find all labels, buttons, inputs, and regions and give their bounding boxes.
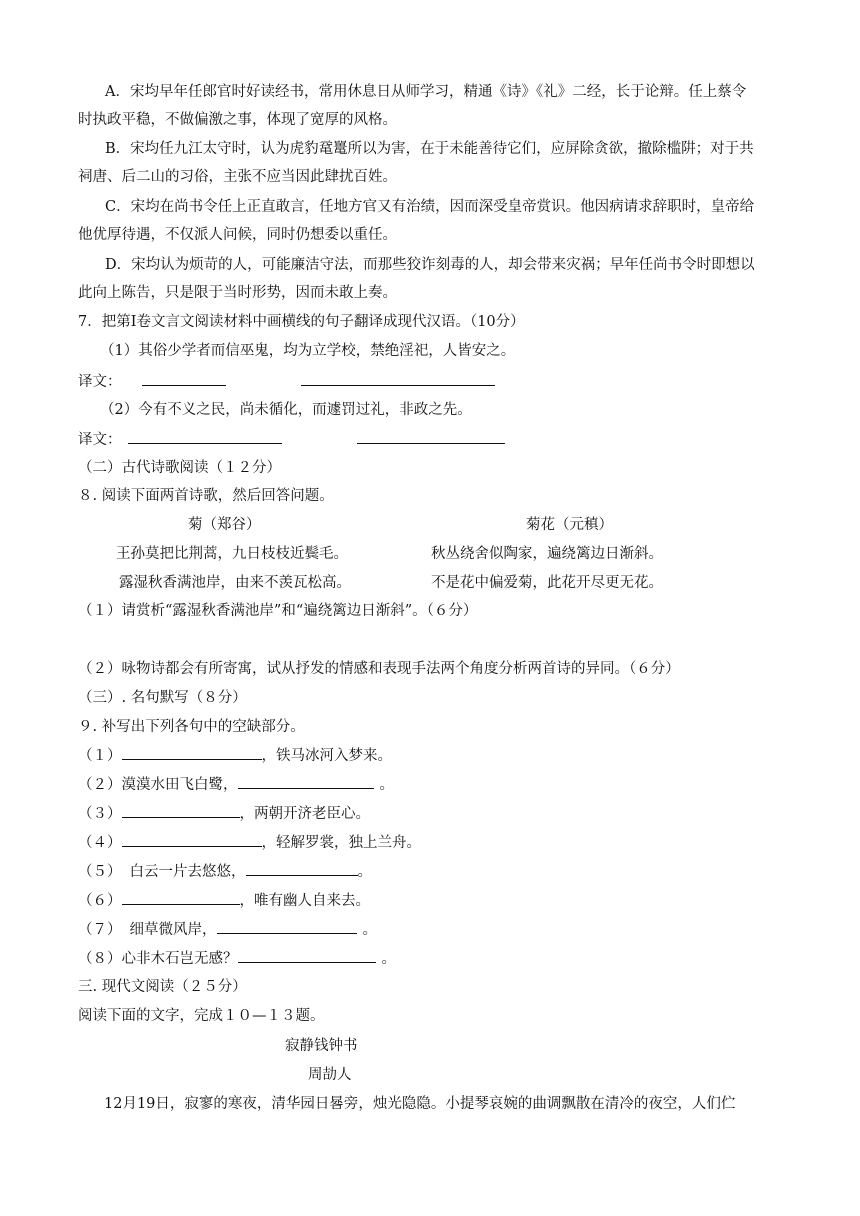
- answer-blank[interactable]: [142, 371, 226, 386]
- article-author: 周劼人: [308, 1067, 352, 1083]
- fill-blank[interactable]: [122, 832, 262, 847]
- option-b-line2: 祠唐、后二山的习俗，主张不应当因此肆扰百姓。: [78, 169, 397, 185]
- answer-row-1: [78, 371, 495, 392]
- poem-1-title: 菊（郑谷）: [188, 517, 261, 533]
- question-7-sentence-2: （2）今有不义之民，尚未循化，而遽罚过礼，非政之先。: [100, 402, 472, 418]
- item-text: 。: [381, 951, 396, 967]
- item-number: （７）: [78, 922, 122, 938]
- option-d-line1: D．宋均认为烦苛的人，可能廉洁守法，而那些狡诈刻毒的人，却会带来灾祸；早年任尚书令时即想以: [105, 257, 755, 273]
- item-text: ，唯有幽人自来去。: [239, 893, 370, 909]
- item-text: 。: [357, 864, 372, 880]
- answer-label: 译文：: [78, 432, 122, 448]
- poem-2-line-1: 秋丛绕舍似陶家，遍绕篱边日渐斜。: [431, 546, 663, 562]
- question-8-part-2: （２）咏物诗都会有所寄寓，试从抒发的情感和表现手法两个角度分析两首诗的异同。（６分）: [78, 661, 680, 677]
- item-text: 白云一片去悠悠，: [129, 864, 246, 880]
- fill-blank[interactable]: [122, 890, 240, 905]
- item-number: （５）: [78, 864, 122, 880]
- section-heading: （三）. 名句默写（８分）: [78, 690, 247, 706]
- fill-item: [78, 890, 370, 911]
- article-first-line: 12月19日，寂寥的寒夜，清华园日晷旁，烛光隐隐。小提琴哀婉的曲调飘散在清冷的夜空，人们伫: [104, 1096, 736, 1112]
- answer-blank[interactable]: [357, 429, 505, 444]
- fill-blank[interactable]: [238, 948, 376, 963]
- article-title: 寂静钱钟书: [285, 1038, 358, 1054]
- item-text: ，两朝开济老臣心。: [239, 806, 370, 822]
- item-number: （１）: [78, 748, 122, 764]
- fill-item: [78, 803, 370, 824]
- fill-blank[interactable]: [238, 774, 374, 789]
- fill-blank[interactable]: [122, 803, 240, 818]
- fill-item: [78, 861, 372, 882]
- item-text: 漠漠水田飞白鹭，: [121, 777, 238, 793]
- item-text: 心非木石岂无感？: [121, 951, 238, 967]
- answer-blank[interactable]: [301, 371, 495, 386]
- item-text: 。: [379, 777, 394, 793]
- poem-2-line-2: 不是花中偏爱菊，此花开尽更无花。: [431, 575, 663, 591]
- fill-item: [78, 774, 394, 795]
- fill-blank[interactable]: [246, 861, 358, 876]
- question-8-part-1: （１）请赏析“露湿秋香满池岸”和“遍绕篱边日渐斜”。（６分）: [78, 603, 478, 619]
- poem-1-line-2: 露湿秋香满池岸，由来不羡瓦松高。: [119, 575, 351, 591]
- item-text: ，轻解罗裳，独上兰舟。: [261, 835, 421, 851]
- question-7-prompt: 7．把第Ⅰ卷文言文阅读材料中画横线的句子翻译成现代汉语。（10分）: [78, 314, 525, 330]
- question-9-prompt: ９. 补写出下列各句中的空缺部分。: [78, 719, 305, 735]
- fill-blank[interactable]: [217, 919, 357, 934]
- poem-1-line-1: 王孙莫把比荆蒿，九日枝枝近鬓毛。: [116, 546, 348, 562]
- reading-prompt: 阅读下面的文字，完成１０—１３题。: [78, 1008, 325, 1024]
- fill-blank[interactable]: [122, 745, 262, 760]
- option-d-line2: 此向上陈告，只是限于当时形势，因而未敢上奏。: [78, 285, 397, 301]
- item-text: 细草微风岸，: [129, 922, 217, 938]
- item-text: ，铁马冰河入梦来。: [261, 748, 392, 764]
- question-7-sentence-1: （1）其俗少学者而信巫鬼，均为立学校，禁绝淫祀，人皆安之。: [100, 343, 516, 359]
- fill-item: [78, 948, 396, 969]
- item-number: （２）: [78, 777, 122, 793]
- question-8-prompt: ８. 阅读下面两首诗歌，然后回答问题。: [78, 488, 334, 504]
- poem-2-title: 菊花（元稹）: [526, 517, 613, 533]
- fill-item: [78, 919, 377, 940]
- option-b-line1: B．宋均任九江太守时，认为虎豹鼋鼍所以为害，在于未能善待它们，应屏除贪欲，撤除槛阱；对于共: [105, 141, 754, 157]
- option-a-line2: 时执政平稳，不做偏激之事，体现了宽厚的风格。: [78, 112, 397, 128]
- option-c-line2: 他优厚待遇，不仅派人问候，同时仍想委以重任。: [78, 227, 397, 243]
- item-number: （４）: [78, 835, 122, 851]
- answer-blank[interactable]: [128, 429, 282, 444]
- answer-row-2: [78, 429, 505, 450]
- answer-label: 译文：: [78, 374, 122, 390]
- option-c-line1: C．宋均在尚书令任上正直敢言，任地方官又有治绩，因而深受皇帝赏识。他因病请求辞职时，皇帝给: [105, 199, 755, 215]
- option-a-line1: A．宋均早年任郎官时好读经书，常用休息日从师学习，精通《诗》《礼》二经，长于论辩。任上蔡令: [105, 84, 747, 100]
- fill-item: [78, 745, 392, 766]
- item-number: （８）: [78, 951, 122, 967]
- part-heading: 三. 现代文阅读（２５分）: [78, 979, 247, 995]
- item-number: （３）: [78, 806, 122, 822]
- fill-item: [78, 832, 421, 853]
- item-text: 。: [362, 922, 377, 938]
- section-heading: （二）古代诗歌阅读（１２分）: [78, 460, 281, 476]
- item-number: （６）: [78, 893, 122, 909]
